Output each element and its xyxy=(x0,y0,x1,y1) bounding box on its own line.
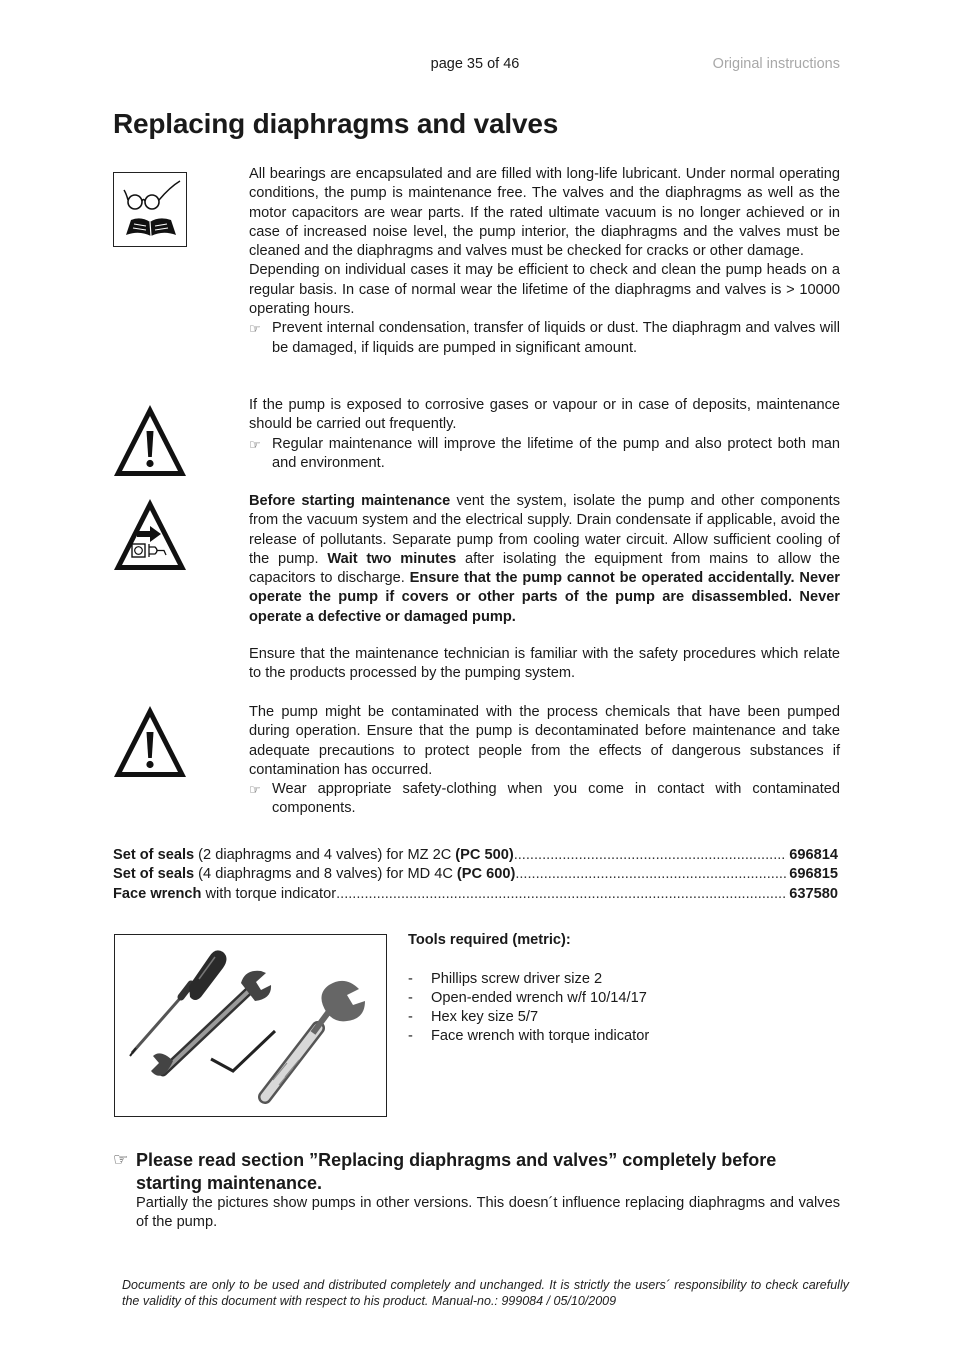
list-item: - Phillips screw driver size 2 xyxy=(408,970,838,989)
intro-paragraph-2: Depending on individual cases it may be efficient to check and clean the pump heads on a regular basis. In case of normal wear the lifetime of the diaphragms and valves is > 10000 operating hours. xyxy=(249,262,840,318)
warning-triangle-icon xyxy=(112,704,188,779)
hint-text: Prevent internal condensation, transfer of liquids or dust. The diaphragm and valves will be damaged, if liquids are pumped in significant amount. xyxy=(272,320,840,356)
pointing-hand-icon: ☞ xyxy=(249,321,261,337)
order-number: 696815 xyxy=(789,866,838,883)
order-number: 696814 xyxy=(789,847,838,863)
tools-list xyxy=(408,970,838,1047)
bold-text: Before starting maintenance xyxy=(249,493,451,509)
order-item-desc: (2 diaphragms and 4 valves) for MZ 2C xyxy=(194,847,456,863)
disconnect-mains-icon xyxy=(112,497,188,572)
leader-dots xyxy=(515,865,786,884)
list-item: - Face wrench with torque indicator xyxy=(408,1027,838,1046)
tools-illustration xyxy=(114,934,387,1117)
intro-paragraph: All bearings are encapsulated and are filled with long-life lubricant. Under normal operating conditions, the pump is maintenance free. The valves and the diaphragms as well as the motor capacitors are wear parts. If the rated ultimate vacuum is no longer achieved or in case of increased noise level, the pump interior, the diaphragms and the valves must be cleaned and the diaphragms and valves must be checked for cracks or other damage. xyxy=(249,166,840,260)
order-item-desc: with torque indicator xyxy=(201,885,337,902)
maintenance-intro-text xyxy=(249,165,840,358)
order-row xyxy=(113,865,838,884)
order-item-model: (PC 600) xyxy=(456,866,516,883)
order-item-name: Set of seals xyxy=(113,847,195,863)
pointing-hand-icon: ☞ xyxy=(113,1150,129,1169)
tools-required xyxy=(408,931,838,1047)
contamination-paragraph: The pump might be contaminated with the process chemicals that have been pumped during operation. Ensure that the pump is decontaminated before maintenance and take adequate precautions to protect people from the effects of dangerous substances if contamination has occurred. xyxy=(249,704,840,778)
hint-bullet xyxy=(249,780,840,819)
technician-paragraph: Ensure that the maintenance technician is familiar with the safety procedures which relate to the products processed by the pumping system. xyxy=(249,646,840,682)
contamination-warning-text xyxy=(249,703,840,819)
list-item: - Open-ended wrench w/f 10/14/17 xyxy=(408,989,838,1008)
text-span: vent the system, isolate the pump and other components from the vacuum system and the electrical supply. Drain condensate if applicable, avoid the release of pollutants. Separate pump from cooling water circuit. Allow sufficient cooling of the pump. xyxy=(249,493,840,567)
pointing-hand-icon: ☞ xyxy=(249,436,261,452)
corrosion-paragraph: If the pump is exposed to corrosive gases or vapour or in case of deposits, maintenance should be carried out frequently. xyxy=(249,397,840,433)
order-item-desc: (4 diaphragms and 8 valves) for MD 4C xyxy=(194,866,457,883)
note-bold-text: Please read section ”Replacing diaphragms and valves” completely before starting maintenance. xyxy=(136,1150,777,1193)
order-number: 637580 xyxy=(789,885,838,902)
hint-bullet xyxy=(249,435,840,474)
list-item: - Hex key size 5/7 xyxy=(408,1008,838,1027)
read-section-note xyxy=(113,1149,840,1233)
page-title: Replacing diaphragms and valves xyxy=(113,108,559,139)
order-row xyxy=(113,885,838,904)
hint-text: Regular maintenance will improve the lifetime of the pump and also protect both man and environment. xyxy=(272,435,840,471)
order-item-model: (PC 500) xyxy=(455,847,514,863)
read-manual-icon xyxy=(113,172,187,247)
bold-text: Wait two minutes xyxy=(327,550,457,567)
corrosion-warning-text xyxy=(249,396,840,473)
warning-triangle-icon xyxy=(112,403,188,478)
order-list xyxy=(113,846,838,904)
note-heading xyxy=(113,1149,840,1194)
leader-dots xyxy=(336,885,786,904)
page-number: page 35 of 46 xyxy=(430,56,520,72)
safety-paragraph xyxy=(249,492,840,627)
order-item-name: Set of seals xyxy=(113,866,195,883)
footer-disclaimer: Documents are only to be used and distributed completely and unchanged. It is strictly the users´ responsibility to check carefully the validity of this document with respect to his product. Manual-no.: 999084 / 05/10/2009 xyxy=(122,1278,849,1308)
hint-text: Wear appropriate safety-clothing when you come in contact with contaminated components. xyxy=(272,781,840,817)
order-row xyxy=(113,846,838,865)
leader-dots xyxy=(514,846,787,865)
tools-heading: Tools required (metric): xyxy=(408,932,571,948)
note-text: Partially the pictures show pumps in other versions. This doesn´t influence replacing diaphragms and valves of the pump. xyxy=(136,1195,840,1231)
pointing-hand-icon: ☞ xyxy=(249,782,261,798)
text-span: after isolating the equipment from mains to allow the capacitors to discharge. xyxy=(249,550,840,587)
hint-bullet xyxy=(249,319,840,358)
bold-text: Ensure that the pump cannot be operated accidentally. Never operate the pump if covers or other parts of the pump are disassembled. Never operate a defective or damaged pump. xyxy=(249,570,840,625)
order-item-name: Face wrench xyxy=(113,885,202,902)
before-maintenance-text xyxy=(249,492,840,627)
document-type-label: Original instructions xyxy=(712,56,840,72)
technician-text xyxy=(249,645,840,684)
